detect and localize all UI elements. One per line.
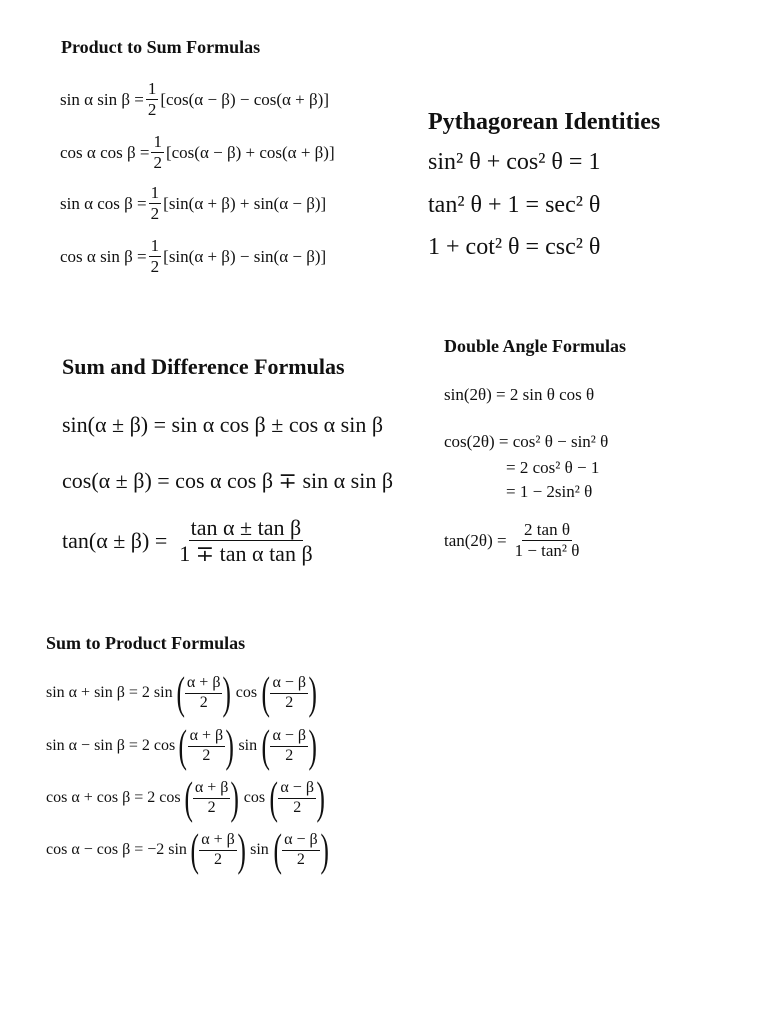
lhs: tan(2θ) = xyxy=(444,530,507,550)
paren-close: ) xyxy=(308,667,317,718)
double-angle-cos-alt: = 1 − 2sin² θ xyxy=(506,482,593,501)
product-to-sum-row xyxy=(60,80,329,119)
sum-to-product-row xyxy=(46,720,317,771)
mid-func: sin xyxy=(250,841,269,858)
sum-to-product-row xyxy=(46,772,325,823)
product-to-sum-row xyxy=(60,184,326,223)
paren-open: ( xyxy=(176,667,185,718)
fraction: $\frac{1}{2}$ xyxy=(153,132,162,172)
paren-close: ) xyxy=(320,824,329,875)
paren-open: ( xyxy=(269,772,278,823)
paren-open: ( xyxy=(261,720,271,771)
rhs: [cos(α − β) + cos(α + β)] xyxy=(165,142,335,162)
sum-difference-sin: sin(α ± β) = sin α cos β ± cos α sin β xyxy=(62,412,384,437)
paren-close: ) xyxy=(225,720,235,771)
paren-open: ( xyxy=(178,720,188,771)
rhs: [sin(α + β) − sin(α − β)] xyxy=(163,246,327,266)
sum-to-product-row xyxy=(46,667,317,718)
double-angle-tan xyxy=(444,521,583,560)
product-to-sum-row xyxy=(60,237,326,276)
paren-open: ( xyxy=(273,824,282,875)
fraction: $\frac{1}{2}$ xyxy=(150,236,160,276)
mid-func: cos xyxy=(235,684,258,701)
product-to-sum-title: Product to Sum Formulas xyxy=(61,37,261,57)
lhs: sin α sin β = xyxy=(60,89,144,109)
sum-to-product-title: Sum to Product Formulas xyxy=(46,633,246,653)
rhs: [sin(α + β) + sin(α − β)] xyxy=(163,193,327,213)
fraction: $\frac{1}{2}$ xyxy=(147,79,157,119)
fraction: $\frac{\alpha - \beta}{2}$ xyxy=(284,830,318,868)
mid-func: cos xyxy=(243,789,266,806)
fraction: $\frac{\alpha + \beta}{2}$ xyxy=(201,830,235,868)
double-angle-sin: sin(2θ) = 2 sin θ cos θ xyxy=(444,385,595,404)
lhs: cos α − cos β = −2 sin xyxy=(46,841,187,858)
fraction: $\frac{\text{tan α ± tan β}}{\text{1 ∓ tan α tan β}}$ xyxy=(179,515,313,567)
product-to-sum-row xyxy=(60,133,335,172)
double-angle-cos: cos(2θ) = cos² θ − sin² θ xyxy=(444,432,609,451)
sum-difference-title: Sum and Difference Formulas xyxy=(62,354,345,379)
fraction: $\frac{\text{2 tan θ}}{\text{1 − tan² θ}}$ xyxy=(514,520,580,560)
pythagorean-row: sin² θ + cos² θ = 1 xyxy=(428,149,601,175)
pythagorean-title: Pythagorean Identities xyxy=(428,109,661,135)
paren-open: ( xyxy=(190,824,199,875)
paren-open: ( xyxy=(261,667,271,718)
sum-to-product-row xyxy=(46,824,329,875)
fraction: $\frac{\alpha + \beta}{2}$ xyxy=(194,778,229,816)
double-angle-cos-alt: = 2 cos² θ − 1 xyxy=(506,458,600,477)
paren-close: ) xyxy=(316,772,325,823)
paren-close: ) xyxy=(308,720,317,771)
sum-difference-cos: cos(α ± β) = cos α cos β ∓ sin α sin β xyxy=(62,468,394,493)
fraction: $\frac{\alpha - \beta}{2}$ xyxy=(272,673,306,711)
lhs: sin α cos β = xyxy=(60,193,147,213)
lhs: cos α cos β = xyxy=(60,142,150,162)
sum-difference-tan xyxy=(62,516,317,565)
rhs: [cos(α − β) − cos(α + β)] xyxy=(160,89,329,109)
fraction: $\frac{\alpha + \beta}{2}$ xyxy=(189,726,224,764)
paren-open: ( xyxy=(184,772,193,823)
lhs: cos α + cos β = 2 cos xyxy=(46,789,181,806)
paren-close: ) xyxy=(230,772,240,823)
lhs: sin α − sin β = 2 cos xyxy=(46,737,176,754)
lhs: cos α sin β = xyxy=(60,246,147,266)
fraction: $\frac{\alpha + \beta}{2}$ xyxy=(186,673,221,711)
fraction: $\frac{\alpha - \beta}{2}$ xyxy=(280,778,314,816)
double-angle-title: Double Angle Formulas xyxy=(444,336,627,356)
fraction: $\frac{\alpha - \beta}{2}$ xyxy=(272,726,306,764)
pythagorean-row: 1 + cot² θ = csc² θ xyxy=(428,234,601,260)
lhs: sin α + sin β = 2 sin xyxy=(46,684,173,701)
fraction: $\frac{1}{2}$ xyxy=(150,183,160,223)
paren-close: ) xyxy=(237,824,246,875)
lhs: tan(α ± β) = xyxy=(62,527,168,553)
pythagorean-row: tan² θ + 1 = sec² θ xyxy=(428,192,601,218)
paren-close: ) xyxy=(222,667,232,718)
mid-func: sin xyxy=(238,737,258,754)
